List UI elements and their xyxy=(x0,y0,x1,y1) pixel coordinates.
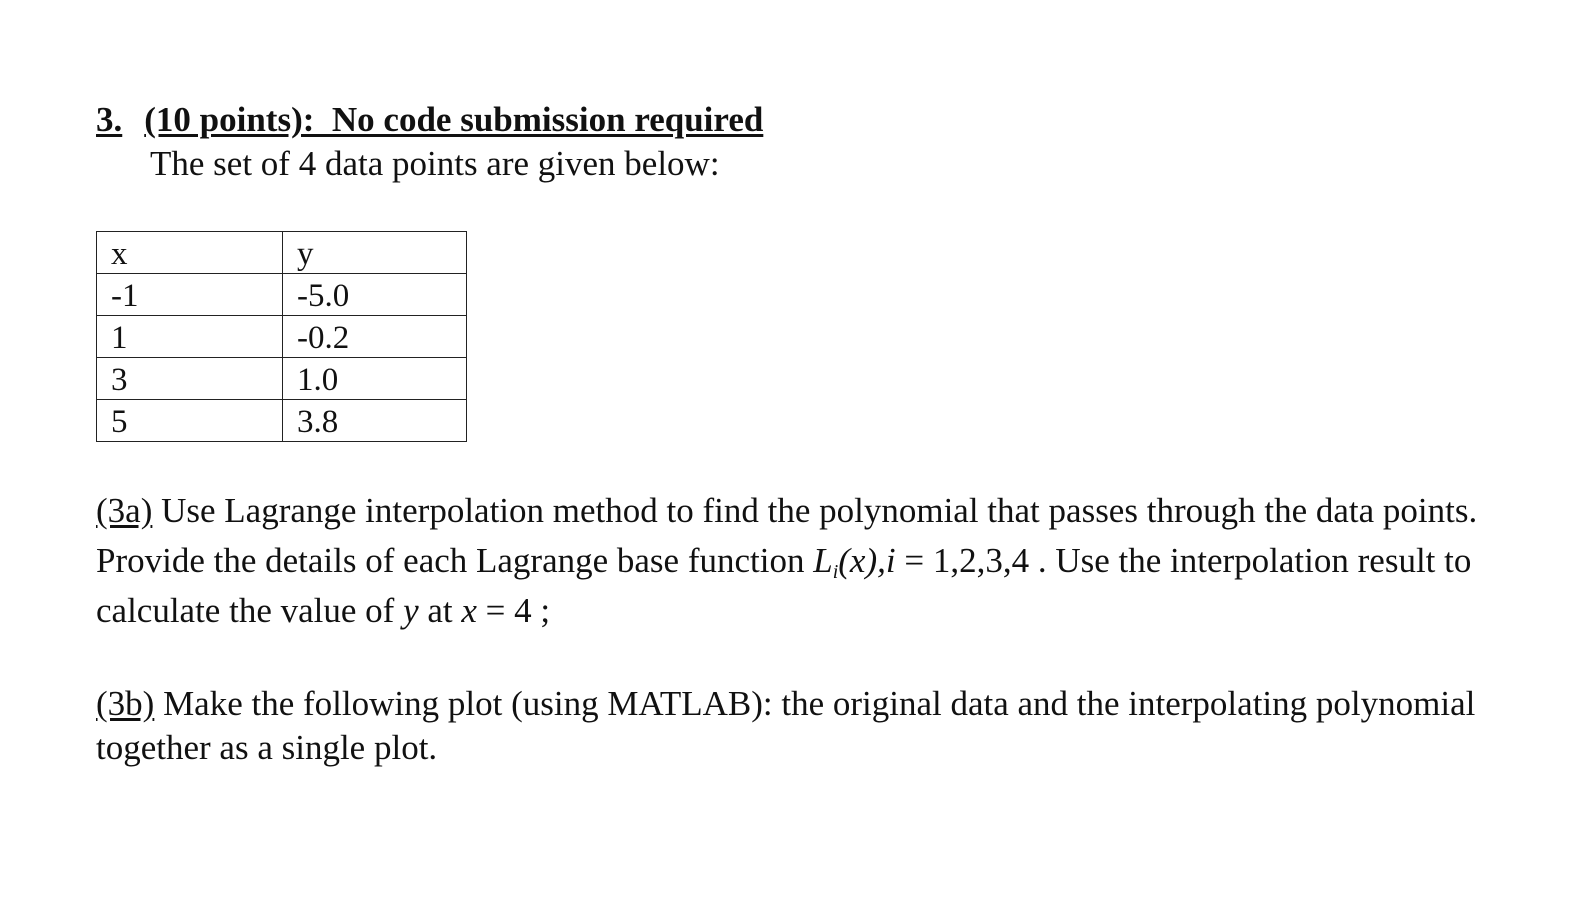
lagrange-args: (x),i xyxy=(838,541,896,580)
table-row xyxy=(97,274,467,316)
part-a-text-5: at xyxy=(418,591,462,630)
part-a-paragraph xyxy=(96,486,1477,636)
part-a-text-6: ; xyxy=(531,591,551,630)
part-a-line-2 xyxy=(96,536,1477,586)
table-header-row xyxy=(97,232,467,274)
part-b-line-1 xyxy=(96,682,1475,726)
table-row xyxy=(97,400,467,442)
table-cell-x: 1 xyxy=(97,316,283,358)
table-row xyxy=(97,358,467,400)
column-header-y: y xyxy=(283,232,467,274)
table-cell-y: -0.2 xyxy=(283,316,467,358)
part-b-text-1: Make the following plot (using MATLAB): the original data and the interpolating polynomial xyxy=(154,684,1476,723)
lagrange-subscript: i xyxy=(832,561,839,583)
column-header-x: x xyxy=(97,232,283,274)
table-cell-y: 3.8 xyxy=(283,400,467,442)
table-cell-x: 3 xyxy=(97,358,283,400)
part-a-label: (3a) xyxy=(96,491,153,530)
table-row xyxy=(97,316,467,358)
lagrange-index-values: = 1,2,3,4 xyxy=(895,541,1030,580)
part-b-paragraph xyxy=(96,682,1475,770)
table-cell-x: -1 xyxy=(97,274,283,316)
question-title: (10 points): No code submission required xyxy=(144,100,764,139)
part-a-line-1 xyxy=(96,486,1477,536)
table-cell-y: 1.0 xyxy=(283,358,467,400)
question-heading xyxy=(96,98,763,142)
question-intro: The set of 4 data points are given below: xyxy=(150,144,720,183)
table-cell-y: -5.0 xyxy=(283,274,467,316)
lagrange-symbol: L xyxy=(813,541,833,580)
part-b-label: (3b) xyxy=(96,684,155,723)
part-a-line-3 xyxy=(96,586,1477,636)
data-points-table xyxy=(96,231,467,442)
math-x-value: = 4 xyxy=(476,591,532,630)
part-a-text-4: calculate the value of xyxy=(96,591,404,630)
math-x: x xyxy=(461,591,477,630)
part-a-text-2: Provide the details of each Lagrange base function xyxy=(96,541,814,580)
part-a-text-3: . Use the interpolation result to xyxy=(1029,541,1472,580)
part-a-text-1: Use Lagrange interpolation method to find the polynomial that passes through the data points. xyxy=(152,491,1478,530)
part-b-text-2: together as a single plot. xyxy=(96,728,438,767)
table-cell-x: 5 xyxy=(97,400,283,442)
math-y: y xyxy=(403,591,419,630)
question-number: 3. xyxy=(96,100,123,139)
